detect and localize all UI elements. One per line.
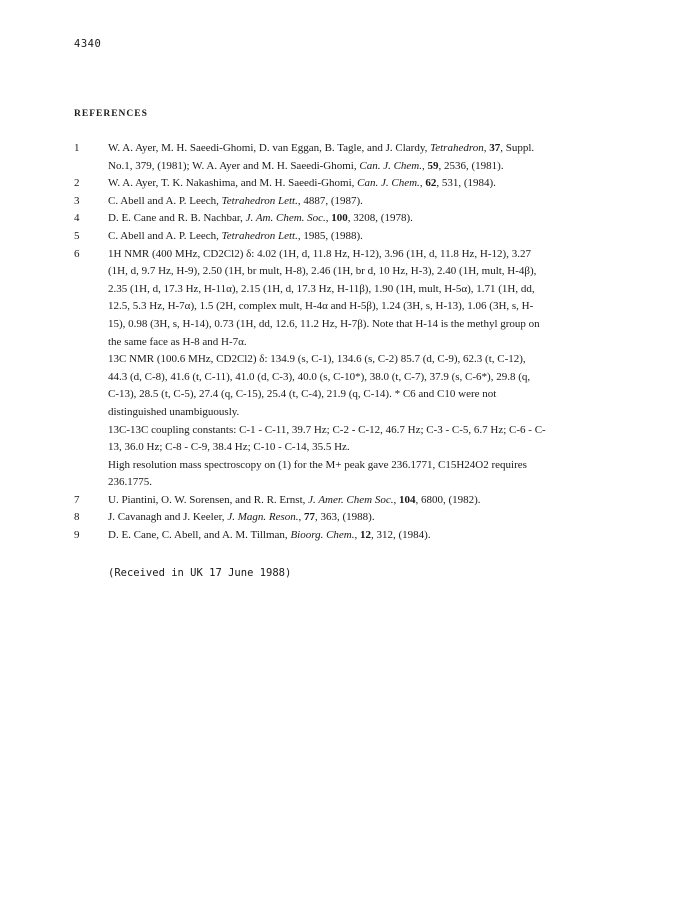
reference-number: 1 (74, 142, 80, 154)
ref-text-segment: , Suppl. (500, 142, 535, 154)
ref-text-segment: No.1, 379, (1981); W. A. Ayer and M. H. Saeedi-Ghomi, (108, 159, 360, 172)
reference-line (108, 140, 614, 158)
ref-text-segment: 12 (360, 529, 371, 542)
ref-text-segment: W. A. Ayer, M. H. Saeedi-Ghomi, D. van Eggan, B. Tagle, and J. Clardy, (108, 142, 431, 154)
reference-line (108, 492, 614, 510)
ref-text-segment: 13C-13C coupling constants: C-1 - C-11, 39.7 Hz; C-2 - C-12, 46.7 Hz; C-3 - C-5, 6.7 Hz; C-6 - C- (108, 423, 546, 436)
ref-text-segment: , 1985, (1988). (297, 229, 363, 242)
reference-line (108, 369, 614, 387)
reference-item (74, 228, 614, 246)
ref-text-segment: 12.5, 5.3 Hz, H-7α), 1.5 (2H, complex mult, H-4α and H-5β), 1.24 (3H, s, H-13), 1.06 (3H, s, H- (108, 300, 534, 313)
reference-number: 6 (74, 247, 80, 260)
ref-text-segment: , 363, (1988). (315, 511, 375, 524)
reference-item (74, 175, 614, 193)
ref-text-segment: C. Abell and A. P. Leech, (108, 194, 222, 207)
reference-number: 3 (74, 194, 80, 207)
reference-item (74, 140, 614, 175)
ref-text-segment: 13C NMR (100.6 MHz, CD2Cl2) δ: 134.9 (s, C-1), 134.6 (s, C-2) 85.7 (d, C-9), 62.3 (t, C-12), (108, 353, 526, 366)
reference-item (74, 193, 614, 211)
ref-text-segment: Can. J. Chem. (357, 177, 420, 190)
ref-text-segment: J. Magn. Reson. (227, 511, 299, 524)
reference-line (108, 193, 614, 211)
ref-text-segment: , (422, 159, 428, 172)
ref-text-segment: Tetrahedron Lett. (221, 194, 298, 207)
reference-number: 5 (74, 229, 80, 242)
ref-text-segment: Can. J. Chem. (359, 159, 422, 172)
ref-text-segment: C. Abell and A. P. Leech, (108, 229, 222, 242)
ref-text-segment: J. Am. Chem. Soc. (245, 212, 326, 225)
ref-text-segment: distinguished unambiguously. (108, 405, 240, 418)
ref-text-segment: , 531, (1984). (436, 177, 496, 190)
reference-number: 9 (74, 529, 80, 542)
ref-text-segment: 77 (304, 511, 315, 524)
reference-line (108, 158, 614, 176)
reference-line (108, 474, 614, 492)
ref-text-segment: , (325, 212, 332, 225)
ref-text-segment: , 4887, (1987). (297, 194, 363, 207)
ref-text-segment: D. E. Cane, C. Abell, and A. M. Tillman, (108, 529, 291, 542)
ref-text-segment: 100 (331, 212, 348, 225)
received-date: (Received in UK 17 June 1988) (108, 567, 292, 579)
ref-text-segment: J. Amer. Chem Soc. (308, 493, 394, 506)
ref-text-segment: , 6800, (1982). (415, 493, 481, 506)
reference-line (108, 298, 614, 316)
ref-text-segment: 37 (489, 142, 501, 154)
reference-line (108, 386, 614, 404)
ref-text-segment: High resolution mass spectroscopy on (1) for the M+ peak gave 236.1771, C15H24O2 requires (108, 458, 527, 471)
reference-line (108, 263, 614, 281)
ref-text-segment: , 3208, (1978). (347, 212, 413, 225)
reference-number: 7 (74, 493, 80, 506)
references-heading: REFERENCES (74, 109, 148, 119)
ref-text-segment: the same face as H-8 and H-7α. (108, 335, 247, 348)
references-list (74, 140, 614, 545)
ref-text-segment: , (419, 177, 426, 190)
reference-item (74, 246, 614, 492)
ref-text-segment: (1H, d, 9.7 Hz, H-9), 2.50 (1H, br mult, H-8), 2.46 (1H, br d, 10 Hz, H-3), 2.40 (1H, mult, H-4β), (108, 265, 537, 278)
ref-text-segment: , 2536, (1981). (438, 159, 504, 172)
reference-line (108, 334, 614, 352)
ref-text-segment: , (298, 511, 304, 524)
ref-text-segment: 13, 36.0 Hz; C-8 - C-9, 38.4 Hz; C-10 - C-14, 35.5 Hz. (108, 441, 350, 454)
reference-line (108, 422, 614, 440)
ref-text-segment: 15), 0.98 (3H, s, H-14), 0.73 (1H, dd, 12.6, 11.2 Hz, H-7β). Note that H-14 is the methyl group on (108, 317, 540, 330)
reference-line (108, 457, 614, 475)
reference-item (74, 492, 614, 510)
ref-text-segment: , 312, (1984). (371, 529, 431, 542)
reference-line (108, 527, 614, 545)
ref-text-segment: 62 (425, 177, 437, 190)
ref-text-segment: C-13), 28.5 (t, C-5), 27.4 (q, C-15), 25.4 (t, C-4), 21.9 (q, C-14). * C6 and C10 were not (108, 388, 497, 401)
ref-text-segment: U. Piantini, O. W. Sorensen, and R. R. Ernst, (108, 493, 309, 506)
reference-item (74, 210, 614, 228)
reference-line (108, 316, 614, 334)
ref-text-segment: J. Cavanagh and J. Keeler, (108, 511, 228, 524)
reference-line (108, 228, 614, 246)
reference-line (108, 175, 614, 193)
ref-text-segment: 59 (427, 159, 439, 172)
ref-text-segment: 104 (398, 493, 416, 506)
reference-item (74, 509, 614, 527)
ref-text-segment: 2.35 (1H, d, 17.3 Hz, H-11α), 2.15 (1H, d, 17.3 Hz, H-11β), 1.90 (1H, mult, H-5α), 1.71 (1H, dd, (108, 282, 535, 295)
ref-text-segment: D. E. Cane and R. B. Nachbar, (108, 212, 246, 225)
ref-text-segment: Bioorg. Chem. (290, 529, 355, 542)
reference-line (108, 439, 614, 457)
ref-text-segment: , (483, 142, 490, 154)
ref-text-segment: Tetrahedron (430, 142, 484, 154)
ref-text-segment: Tetrahedron Lett. (221, 229, 298, 242)
reference-line (108, 210, 614, 228)
ref-text-segment: , (393, 493, 399, 506)
reference-line (108, 281, 614, 299)
ref-text-segment: 1H NMR (400 MHz, CD2Cl2) δ: 4.02 (1H, d, 11.8 Hz, H-12), 3.96 (1H, d, 11.8 Hz, H-12), 3.27 (108, 247, 531, 260)
reference-number: 8 (74, 511, 80, 524)
ref-text-segment: , (354, 529, 360, 542)
ref-text-segment: W. A. Ayer, T. K. Nakashima, and M. H. Saeedi-Ghomi, (108, 177, 358, 190)
reference-number: 2 (74, 177, 80, 190)
ref-text-segment: 44.3 (d, C-8), 41.6 (t, C-11), 41.0 (d, C-3), 40.0 (s, C-10*), 38.0 (t, C-7), 37.9 (s, C-6*), 29.8 (q, (108, 370, 531, 383)
reference-line (108, 509, 614, 527)
reference-number: 4 (74, 212, 80, 225)
ref-text-segment: 236.1775. (108, 476, 152, 489)
reference-item (74, 527, 614, 545)
reference-line (108, 351, 614, 369)
reference-line (108, 404, 614, 422)
page-number: 4340 (74, 38, 102, 50)
reference-line (108, 246, 614, 264)
